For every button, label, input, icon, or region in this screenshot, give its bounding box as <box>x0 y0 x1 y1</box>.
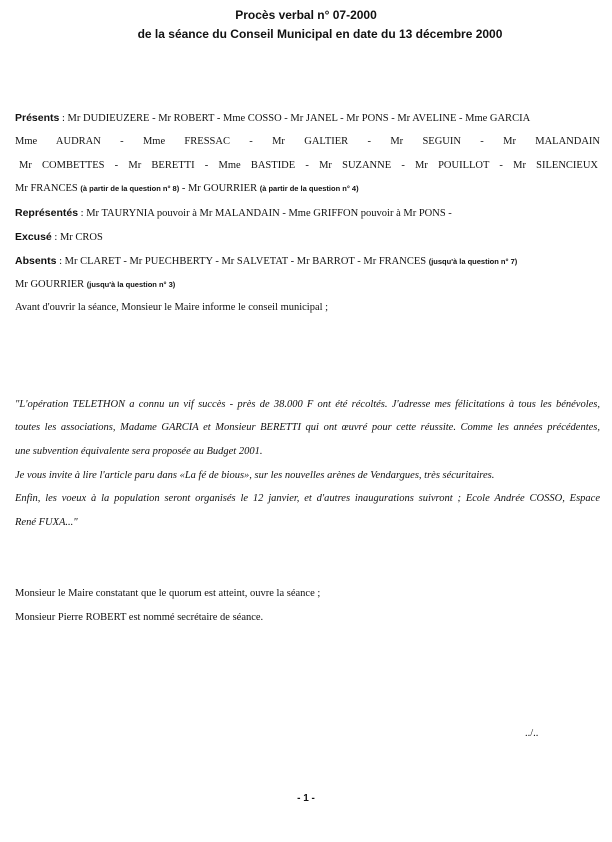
quote-line-2: toutes les associations, Madame GARCIA et Monsieur BERETTI qui ont œuvré pour cette réussite. Comme les années précédentes, <box>15 422 600 433</box>
secretary-paragraph: Monsieur Pierre ROBERT est nommé secrétaire de séance. <box>15 612 264 623</box>
represented-label: Représentés <box>15 207 79 219</box>
absents-line-2 <box>15 279 600 290</box>
document-title: Procès verbal n° 07-2000 <box>235 8 377 22</box>
absents-line-1 <box>15 255 600 267</box>
quote-line-6: René FUXA..." <box>15 517 78 528</box>
quote-line-5: Enfin, les voeux à la population seront organisés le 12 janvier, et d'autres inaugurations suivront ; Ecole Andrée COSSO, Espace <box>15 493 600 504</box>
excused-line <box>15 231 600 243</box>
continuation-mark: ../.. <box>525 728 539 739</box>
presents-line-1 <box>15 112 600 124</box>
quote-line-3: une subvention équivalente sera proposée au Budget 2001. <box>15 446 263 457</box>
presents-frances: Mr FRANCES <box>15 183 78 194</box>
quorum-paragraph: Monsieur le Maire constatant que le quorum est atteint, ouvre la séance ; <box>15 588 321 599</box>
absents-names: : Mr CLARET - Mr PUECHBERTY - Mr SALVETAT - Mr BARROT - Mr FRANCES <box>59 256 427 267</box>
absents-gourrier: Mr GOURRIER <box>15 279 85 290</box>
excused-names: : Mr CROS <box>54 232 103 243</box>
presents-names: : Mr DUDIEUZERE - Mr ROBERT - Mme COSSO - Mr JANEL - Mr PONS - Mr AVELINE - Mme GARCIA <box>61 113 531 124</box>
presents-line-4 <box>15 183 600 194</box>
presents-line-2: Mme AUDRAN - Mme FRESSAC - Mr GALTIER - Mr SEGUIN - Mr MALANDAIN <box>15 136 600 147</box>
absents-gourrier-note: (jusqu'à la question n° 3) <box>86 280 176 289</box>
represented-names: : Mr TAURYNIA pouvoir à Mr MALANDAIN - Mme GRIFFON pouvoir à Mr PONS - <box>80 208 452 219</box>
represented-line <box>15 207 600 219</box>
presents-label: Présents <box>15 112 60 124</box>
presents-gourrier: - Mr GOURRIER <box>181 183 258 194</box>
presents-gourrier-note: (à partir de la question n° 4) <box>259 184 359 193</box>
quote-line-1: "L'opération TELETHON a connu un vif succès - près de 38.000 F ont été récoltés. J'adresse mes félicitations à tous les bénévoles, <box>15 399 600 410</box>
page-number: - 1 - <box>297 793 315 804</box>
presents-line-3: Mr COMBETTES - Mr BERETTI - Mme BASTIDE - Mr SUZANNE - Mr POUILLOT - Mr SILENCIEUX <box>19 160 598 171</box>
presents-frances-note: (à partir de la question n° 8) <box>80 184 180 193</box>
excused-label: Excusé <box>15 231 52 243</box>
document-header <box>0 6 612 43</box>
absents-label: Absents <box>15 255 57 267</box>
quote-line-4: Je vous invite à lire l'article paru dans «La fé de bious», sur les nouvelles arènes de Vendargues, très sécuritaires. <box>15 470 495 481</box>
document-subtitle: de la séance du Conseil Municipal en date du 13 décembre 2000 <box>137 26 503 41</box>
intro-paragraph: Avant d'ouvrir la séance, Monsieur le Maire informe le conseil municipal ; <box>15 302 329 313</box>
absents-frances-note: (jusqu'à la question n° 7) <box>428 257 518 266</box>
